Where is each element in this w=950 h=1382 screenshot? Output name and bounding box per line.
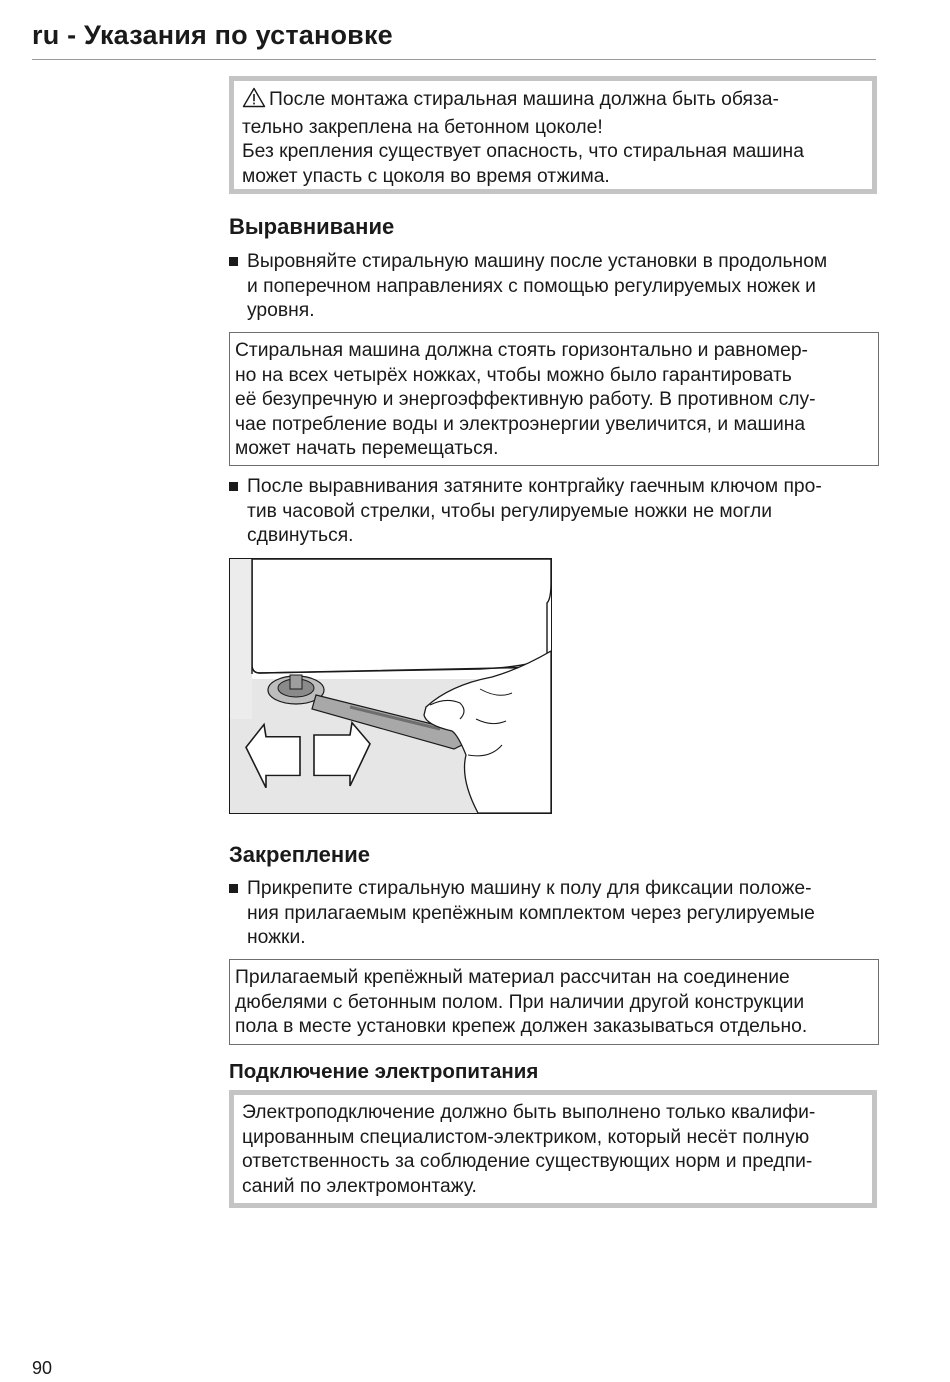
note-line: Стиральная машина должна стоять горизонтально и равномер- (235, 340, 808, 361)
warning-triangle-icon (242, 87, 266, 116)
note-line: может начать перемещаться. (235, 438, 499, 460)
warning-line: тельно закреплена на бетонном цоколе! (242, 116, 603, 138)
bullet-square-icon (229, 884, 238, 893)
bullet-square-icon (229, 482, 238, 491)
bullet-line: тив часовой стрелки, чтобы регулируемые ножки не могли (247, 500, 773, 522)
section-heading-power: Подключение электропитания (229, 1060, 539, 1083)
instruction-bullet (229, 475, 881, 549)
warning-line: Без крепления существует опасность, что стиральная машина (242, 141, 804, 163)
warning-box (229, 76, 877, 194)
box-line: ответственность за соблюдение существующих норм и предпи- (242, 1151, 813, 1173)
bullet-line: ножки. (247, 927, 306, 949)
note-line: её безупречную и энергоэффективную работу. В противном слу- (235, 389, 816, 411)
note-box-fixing (229, 959, 879, 1045)
header-divider (32, 59, 876, 60)
bullet-line: Прикрепите стиральную машину к полу для фиксации положе- (247, 878, 812, 899)
bullet-line: ния прилагаемым крепёжным комплектом через регулируемые (247, 902, 815, 924)
note-line: пола в месте установки крепеж должен заказываться отдельно. (235, 1016, 808, 1038)
bullet-square-icon (229, 257, 238, 266)
bullet-line: уровня. (247, 300, 315, 322)
warning-line: может упасть с цоколя во время отжима. (242, 165, 610, 187)
instruction-bullet (229, 250, 881, 324)
box-line: цированным специалистом-электриком, который несёт полную (242, 1126, 810, 1148)
note-line: Прилагаемый крепёжный материал рассчитан на соединение (235, 967, 790, 988)
page-number: 90 (32, 1358, 53, 1378)
page-title: ru - Указания по установке (32, 20, 393, 50)
power-warning-box (229, 1090, 877, 1208)
note-line: дюбелями с бетонным полом. При наличии другой конструкции (235, 991, 805, 1013)
section-heading-leveling: Выравнивание (229, 214, 395, 239)
box-line: Электроподключение должно быть выполнено только квалифи- (242, 1102, 816, 1123)
note-box-leveling (229, 332, 879, 466)
note-line: но на всех четырёх ножках, чтобы можно было гарантировать (235, 364, 792, 386)
bullet-line: После выравнивания затяните контргайку гаечным ключом про- (247, 476, 822, 497)
wrench-illustration (229, 558, 552, 814)
instruction-bullet (229, 877, 881, 951)
note-line: чае потребление воды и электроэнергии увеличится, и машина (235, 413, 806, 435)
section-heading-fixing: Закрепление (229, 842, 370, 867)
warning-line: После монтажа стиральная машина должна быть обяза- (242, 87, 864, 116)
box-line: саний по электромонтажу. (242, 1175, 477, 1197)
bullet-line: сдвинуться. (247, 525, 354, 547)
bullet-line: и поперечном направлениях с помощью регулируемых ножек и (247, 275, 816, 297)
bullet-line: Выровняйте стиральную машину после установки в продольном (247, 251, 828, 272)
